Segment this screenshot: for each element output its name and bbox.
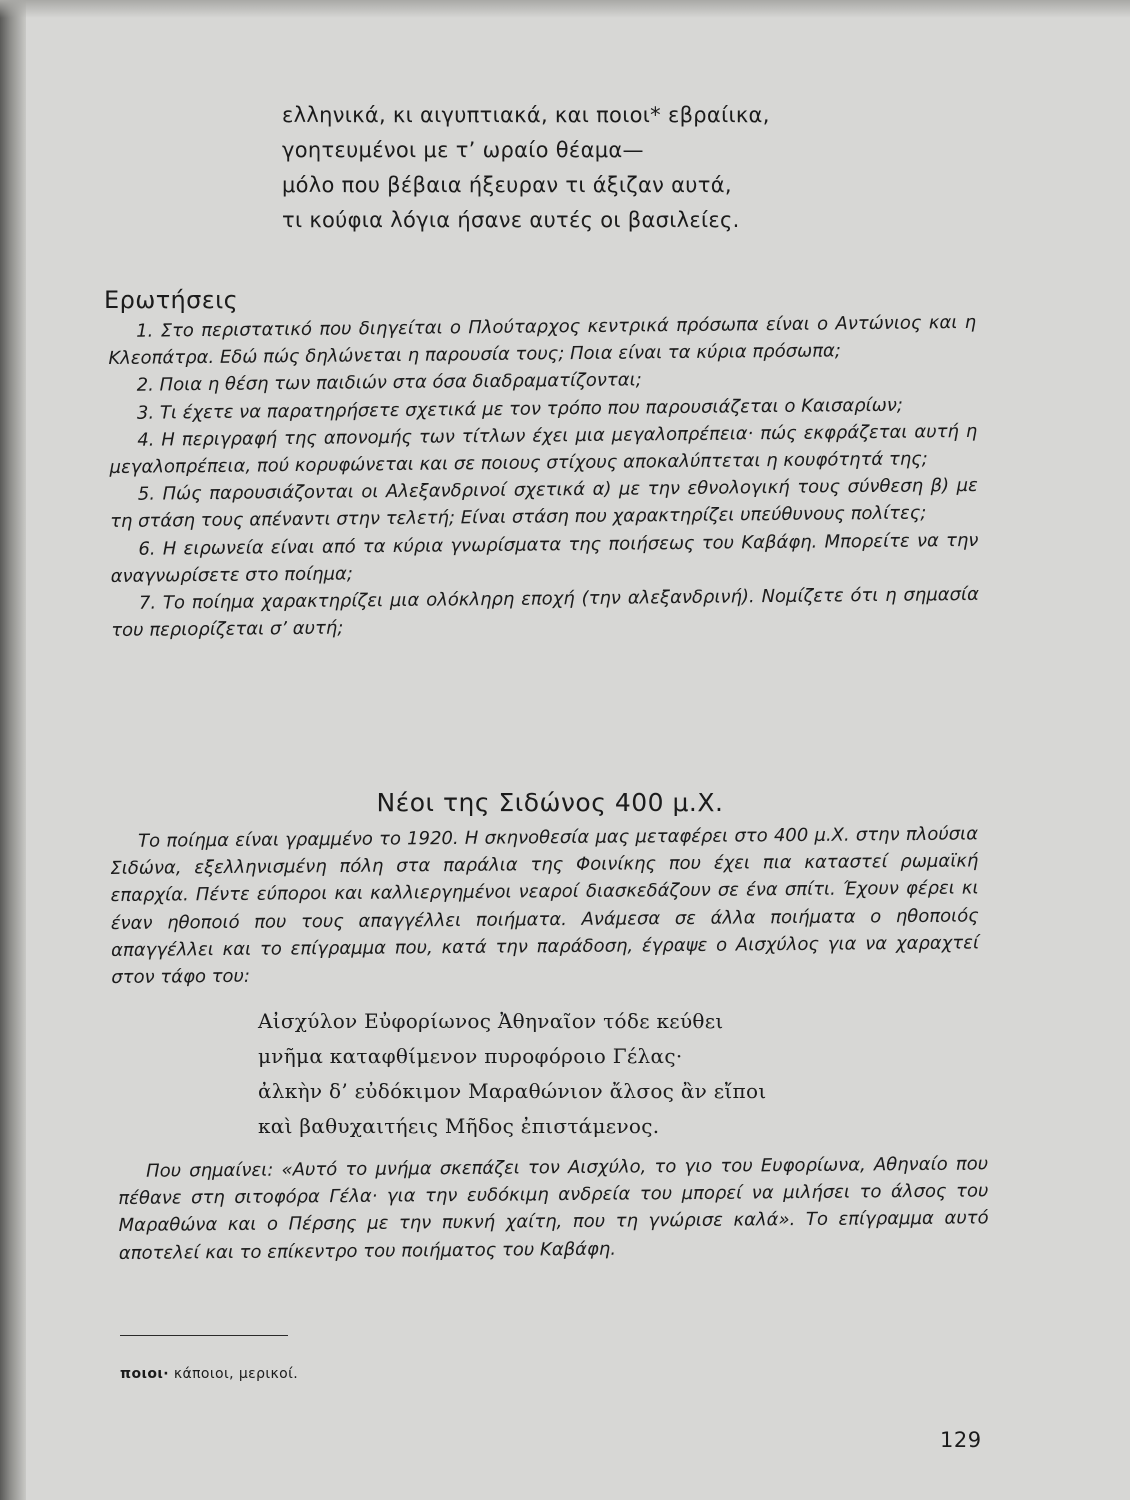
question-item: 4. Η περιγραφή της απονομής των τίτλων έχει μια μεγαλοπρέπεια· πώς εκφράζεται αυτή η μεγαλοπρέπεια, πού κορυφώνεται και σε ποιους στίχους αποκαλύπτεται η κουφότητά της; — [109, 420, 978, 479]
poem-introduction: Το ποίημα είναι γραμμένο το 1920. Η σκηνοθεσία μας μεταφέρει στο 400 μ.Χ. στην πλούσια Σιδώνα, εξελληνισμένη πόλη στα παράλια της Φοινίκης που έχει πια καταστεί ρωμαϊκή επαρχία. Πέντε εύποροι και καλλιεργημένοι νεαροί διασκεδάζουν σε ένα σπίτι. Έχουν φέρει κι έναν ηθοποιό που τους απαγγέλλει ποιήματα. Ανάμεσα σε άλλα ποιήματα ο ηθοποιός απαγγέλλει και το επίγραμμα που, κατά την παράδοση, έγραψε ο Αισχύλος για να χαραχτεί στον τάφο του: — [110, 823, 980, 989]
epigram-line: ἀλκὴν δ’ εὐδόκιμον Μαραθώνιον ἄλσος ἂν εἴποι — [258, 1079, 767, 1103]
epigram-line: Αἰσχύλον Εὐφορίωνος Ἀθηναῖον τόδε κεύθει — [258, 1009, 724, 1033]
verse-excerpt — [282, 98, 770, 238]
question-item: 6. Η ειρωνεία είναι από τα κύρια γνωρίσματα της ποιήσεως του Καβάφη. Μπορείτε να την αναγνωρίσετε στο ποίημα; — [110, 529, 979, 587]
page-number: 129 — [940, 1428, 982, 1452]
verse-line: ελληνικά, κι αιγυπτιακά, και ποιοι* εβραίικα, — [282, 103, 770, 127]
epigram-line: καὶ βαθυχαιτήεις Μῆδος ἐπιστάμενος. — [258, 1114, 660, 1138]
footnote-term: ποιοι· — [120, 1366, 169, 1382]
questions-list — [108, 309, 979, 645]
footnote-divider — [120, 1335, 288, 1336]
question-item: 2. Ποια η θέση των παιδιών στα όσα διαδραματίζονται; — [136, 369, 642, 397]
epigram-translation: Που σημαίνει: «Αυτό το μνήμα σκεπάζει τον Αισχύλο, το γιο του Ευφορίωνα, Αθηναίο που πέθανε στη σιτοφόρα Γέλα· για την ευδόκιμη ανδρεία του μπορεί να μιλήσει το άλσος του Μαραθώνα και ο Πέρσης με την πυκνή χαίτη, που τη γνώρισε καλά». Το επίγραμμα αυτό αποτελεί και το επίκεντρο του ποιήματος του Καβάφη. — [118, 1153, 989, 1264]
question-item: 7. Το ποίημα χαρακτηρίζει μια ολόκληρη εποχή (την αλεξανδρινή). Νομίζετε ότι η σημασία του περιορίζεται σ’ αυτή; — [111, 583, 980, 642]
question-item: 5. Πώς παρουσιάζονται οι Αλεξανδρινοί σχετικά α) με την εθνολογική τους σύνθεση β) με τη στάση τους απέναντι στην τελετή; Είναι στάση που χαρακτηρίζει υπεύθυνους πολίτες; — [110, 475, 978, 533]
verse-line: μόλο που βέβαια ήξευραν τι άξιζαν αυτά, — [282, 173, 732, 197]
aeschylus-epigram — [258, 1004, 766, 1144]
top-edge-shadow — [0, 0, 1130, 18]
verse-line: τι κούφια λόγια ήσανε αυτές οι βασιλείες. — [282, 208, 740, 232]
footnote — [120, 1366, 298, 1382]
poem-title: Νέοι της Σιδώνος 400 μ.Χ. — [376, 788, 724, 817]
question-item: 1. Στο περιστατικό που διηγείται ο Πλούταρχος κεντρικά πρόσωπα είναι ο Αντώνιος και η Κλεοπάτρα. Εδώ πώς δηλώνεται η παρουσία τους; Ποια είναι τα κύρια πρόσωπα; — [108, 311, 977, 370]
binding-shadow — [0, 0, 26, 1500]
footnote-definition: κάποιοι, μερικοί. — [173, 1366, 299, 1382]
questions-heading: Ερωτήσεις — [104, 286, 239, 314]
verse-line: γοητευμένοι με τ’ ωραίο θέαμα— — [282, 138, 644, 162]
epigram-line: μνῆμα καταφθίμενον πυροφόροιο Γέλας· — [258, 1044, 683, 1068]
question-item: 3. Τι έχετε να παρατηρήσετε σχετικά με τον τρόπο που παρουσιάζεται ο Καισαρίων; — [136, 394, 904, 424]
